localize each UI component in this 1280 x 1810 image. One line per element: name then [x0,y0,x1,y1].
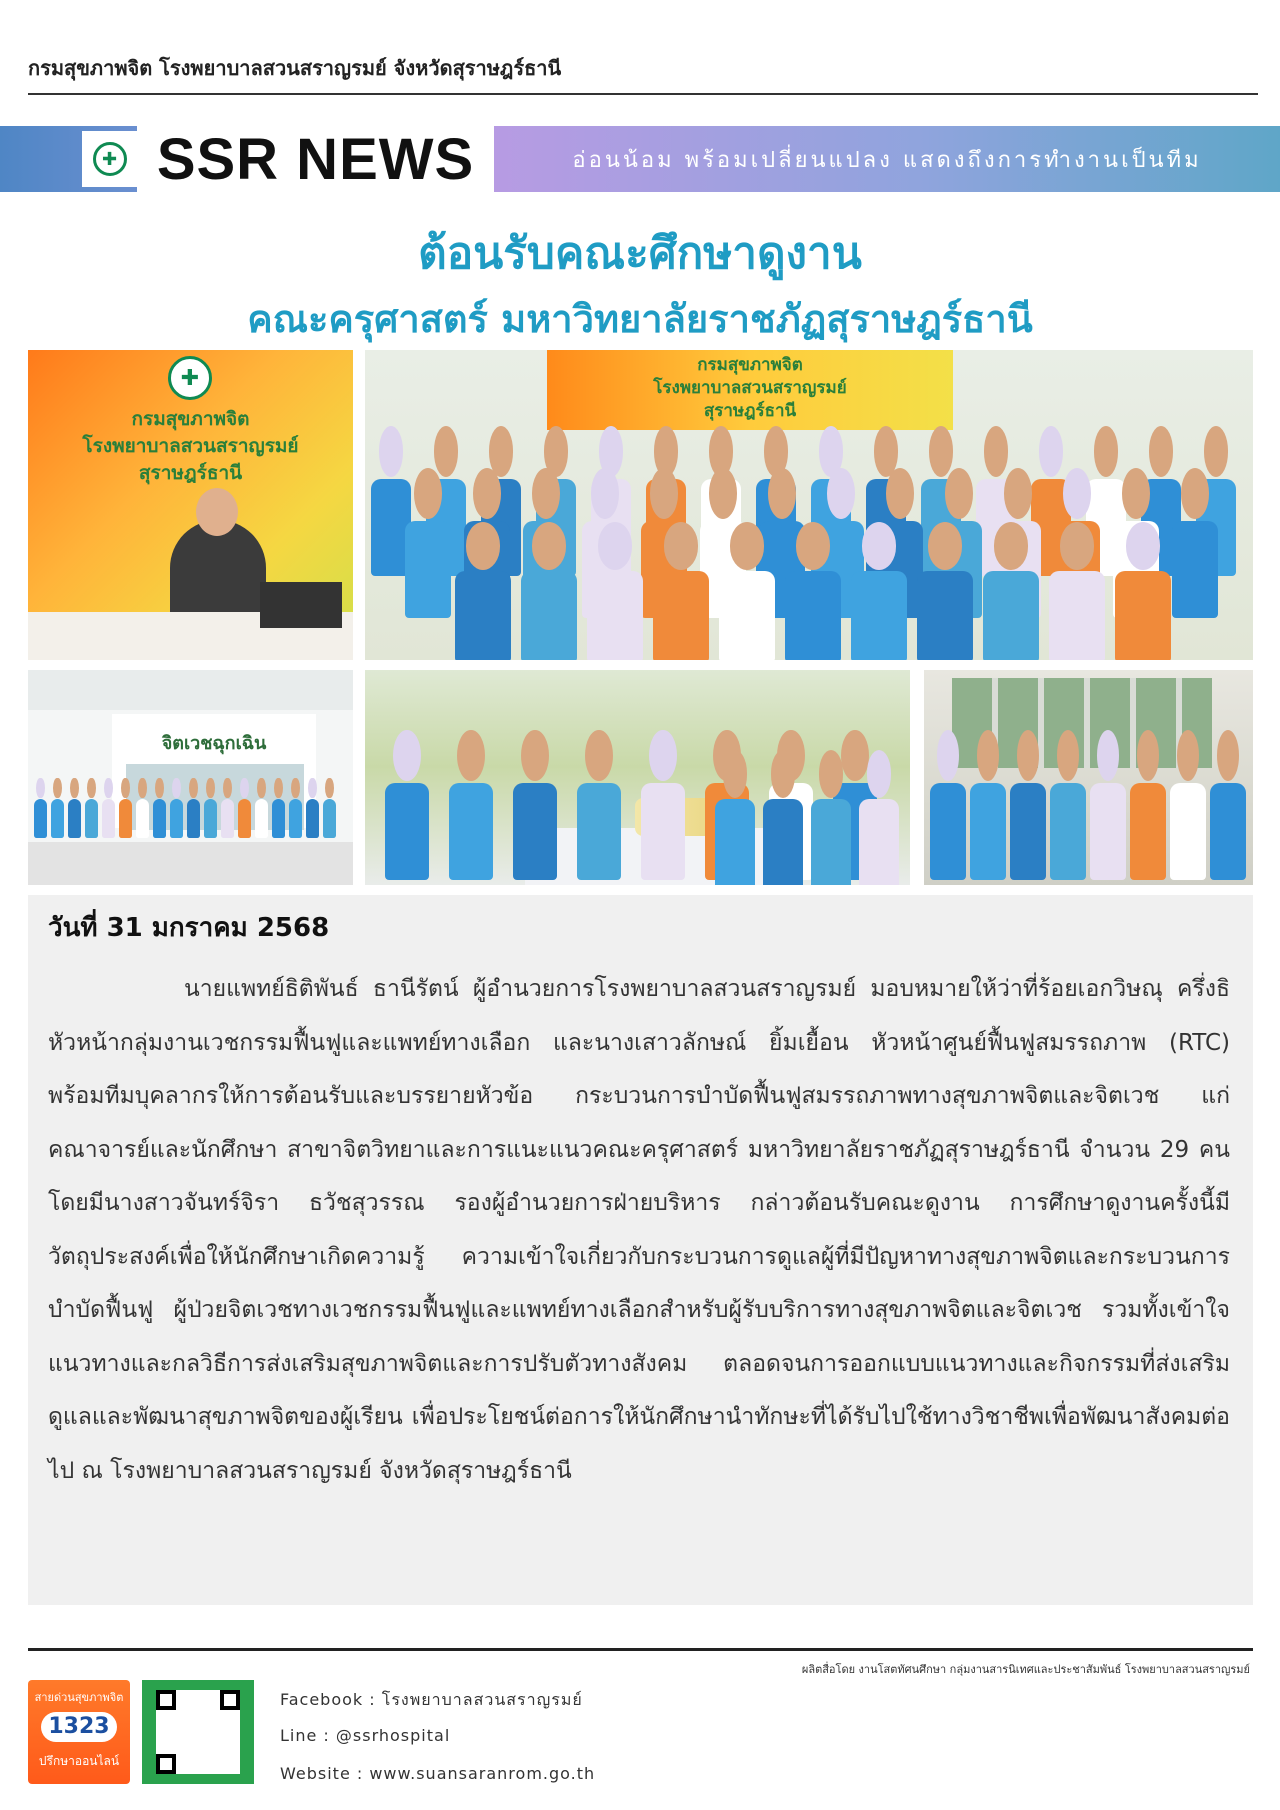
person-head [730,522,765,570]
person-head [1097,730,1119,781]
person-head [862,522,897,570]
person-head [796,522,831,570]
person-figure [405,521,451,619]
person-head [827,468,856,519]
person-head [393,730,420,781]
person-figure [323,799,336,838]
person-head [138,778,146,798]
person-head [308,778,316,798]
person-head [379,426,404,477]
person-head [189,778,197,798]
person-head [928,522,963,570]
person-head [819,750,844,798]
person-figure [1049,571,1105,660]
person-figure [272,799,285,838]
banner-left-block [0,126,137,192]
person-figure [449,783,493,881]
person-figure [1130,783,1166,881]
person-head [70,778,78,798]
person-head [929,426,954,477]
person-head [598,522,633,570]
person-head [937,730,959,781]
photo-visit [924,670,1253,885]
person-figure [983,571,1039,660]
person-head [984,426,1009,477]
person-head [768,468,797,519]
department-header: กรมสุขภาพจิต โรงพยาบาลสวนสราญรมย์ จังหวัดสุราษฎร์ธานี [28,56,562,80]
footer-divider [28,1648,1253,1651]
person-head [841,730,868,781]
person-figure [102,799,115,838]
building-roof [28,670,353,710]
article-body: นายแพทย์ธิติพันธ์ ธานีรัตน์ ผู้อำนวยการโรงพยาบาลสวนสราญรมย์ มอบหมายให้ว่าที่ร้อยเอกวิษณุ ครึ่งธิ หัวหน้ากลุ่มงานเวชกรรมฟื้นฟูและแพทย์ทางเลือก และนางเสาวลักษณ์ ยิ้มเยื้อน หัวหน้าศูนย์ฟื้นฟูสมรรถภาพ (RTC) พร้อมทีมบุคลากรให้การต้อนรับและบรรยายหัวข้อ กระบวนการบำบัดฟื้นฟูสมรรถภาพทางสุขภาพจิตและจิตเวช แก่คณาจารย์และนักศึกษา สาขาจิตวิทยาและการแนะแนวคณะครุศาสตร์ มหาวิทยาลัยราชภัฏสุราษฎร์ธานี จำนวน 29 คน โดยมีนางสาวจันทร์จิรา ธวัชสุวรรณ รองผู้อำนวยการฝ่ายบริหาร กล่าวต้อนรับคณะดูงาน การศึกษาดูงานครั้งนี้มีวัตถุประสงค์เพื่อให้นักศึกษาเกิดความรู้ ความเข้าใจเกี่ยวกับกระบวนการดูแลผู้ที่มีปัญหาทางสุขภาพจิตและกระบวนการ บำบัดฟื้นฟู ผู้ป่วยจิตเวชทางเวชกรรมฟื้นฟูและแพทย์ทางเลือกสำหรับผู้รับบริการทางสุขภาพจิตและจิตเวช รวมทั้งเข้าใจแนวทางและกลวิธีการส่งเสริมสุขภาพจิตและการปรับตัวทางสังคม ตลอดจนการออกแบบแนวทางและกิจกรรมที่ส่งเสริมดูแลและพัฒนาสุขภาพจิตของผู้เรียน เพื่อประโยชน์ต่อการให้นักศึกษานำทักษะที่ได้รับไปใช้ทางวิชาชีพเพื่อพัฒนาสังคมต่อไป ณ โรงพยาบาลสวนสราญรมย์ จังหวัดสุราษฎร์ธานี [48,976,1230,1484]
person-head [1149,426,1174,477]
person-head [532,468,561,519]
person-head [87,778,95,798]
person-figure [1210,783,1246,881]
article-box [28,895,1253,1605]
person-head [1217,730,1239,781]
person-figure [119,799,132,838]
person-figure [34,799,47,838]
person-figure [763,799,803,885]
person-head [257,778,265,798]
contact-facebook: Facebook : โรงพยาบาลสวนสราญรมย์ [280,1690,583,1709]
person-figure [715,799,755,885]
person-head [325,778,333,798]
person-head [466,522,501,570]
person-head [867,750,892,798]
person-head [709,468,738,519]
qr-finder [156,1690,176,1710]
person-figure [306,799,319,838]
person-head [664,522,699,570]
news-banner [0,126,1280,192]
photo-building [28,670,353,885]
qr-code-icon [142,1680,254,1784]
person-figure [51,799,64,838]
person-head [473,468,502,519]
person-head [1063,468,1092,519]
person-head [196,488,238,536]
person-figure [153,799,166,838]
person-head [206,778,214,798]
person-figure [255,799,268,838]
person-figure [653,571,709,660]
person-head [36,778,44,798]
headline-subtitle: คณะครุศาสตร์ มหาวิทยาลัยราชภัฏสุราษฎร์ธานี [247,297,1033,341]
photo-group [365,350,1253,660]
person-head [1181,468,1210,519]
backdrop-sign-line-3: สุราษฎร์ธานี [703,401,797,421]
backdrop-sign [547,354,953,423]
photo-sign [28,406,353,487]
person-head [240,778,248,798]
person-head [1126,522,1161,570]
dmh-logo-icon: ✚ [93,142,127,176]
backdrop-sign-line-1: กรมสุขภาพจิต [697,355,803,375]
hotline-label: สายด่วนสุขภาพจิต [34,1691,124,1704]
banner-slogan: อ่อนน้อม พร้อมเปลี่ยนแปลง แสดงถึงการทำงานเป็นทีม [494,126,1280,192]
person-figure [1090,783,1126,881]
person-head [1177,730,1199,781]
person-figure [455,571,511,660]
hotline-badge [28,1680,130,1784]
photo-director-meeting [28,350,353,660]
person-figure [930,783,966,881]
person-head [1057,730,1079,781]
photo-sign-line-1: กรมสุขภาพจิต [131,408,250,430]
photo-sign-line-2: โรงพยาบาลสวนสราญรมย์ [82,435,299,457]
person-figure [917,571,973,660]
footer-credit: ผลิตสื่อโดย งานโสตทัศนศึกษา กลุ่มงานสารนิเทศและประชาสัมพันธ์ โรงพยาบาลสวนสราญรมย์ [801,1663,1250,1676]
person-figure [187,799,200,838]
person-figure [785,571,841,660]
banner-title: SSR NEWS [137,126,494,192]
person-head [1094,426,1119,477]
person-head [994,522,1029,570]
person-head [945,468,974,519]
person-figure [851,571,907,660]
person-figure [238,799,251,838]
person-figure [970,783,1006,881]
person-head [121,778,129,798]
person-head [155,778,163,798]
person-head [585,730,612,781]
building-floor [28,842,353,885]
person-figure [859,799,899,885]
person-figure [204,799,217,838]
person-figure [221,799,234,838]
person-figure [1010,783,1046,881]
person-figure [521,571,577,660]
person-head [104,778,112,798]
person-figure [513,783,557,881]
dmh-logo-icon: ✚ [168,356,212,400]
hotline-number: 1323 [41,1712,117,1742]
person-head [434,426,459,477]
qr-finder [220,1690,240,1710]
person-figure [1050,783,1086,881]
group-crowd [365,426,1253,660]
person-head [591,468,620,519]
department-logo [82,131,137,187]
person-figure [1172,521,1218,619]
person-figure [136,799,149,838]
contact-line: Line : @ssrhospital [280,1726,451,1745]
person-head [414,468,443,519]
person-head [274,778,282,798]
person-head [1137,730,1159,781]
person-figure [385,783,429,881]
person-head [1039,426,1064,477]
person-head [1122,468,1151,519]
person-figure [68,799,81,838]
contact-website: Website : www.suansaranrom.go.th [280,1764,596,1783]
person-head [1204,426,1229,477]
headline-title: ต้อนรับคณะศึกษาดูงาน [418,228,862,279]
person-head [1060,522,1095,570]
person-head [1017,730,1039,781]
photo-sign-line-3: สุราษฎร์ธานี [138,462,243,484]
header-divider [28,93,1258,95]
person-head [886,468,915,519]
laptop [260,582,342,628]
backdrop-sign-line-2: โรงพยาบาลสวนสราญรมย์ [653,378,847,398]
person-head [457,730,484,781]
person-head [723,750,748,798]
person-head [532,522,567,570]
person-head [53,778,61,798]
person-figure [1170,783,1206,881]
person-head [977,730,999,781]
qr-pattern [156,1690,240,1774]
person-head [771,750,796,798]
person-figure [85,799,98,838]
person-figure [811,799,851,885]
person-head [650,468,679,519]
photo-activity [365,670,910,885]
person-figure [587,571,643,660]
person-head [521,730,548,781]
article-date: วันที่ 31 มกราคม 2568 [48,913,330,943]
person-figure [719,571,775,660]
hotline-sub-label: ปรึกษาออนไลน์ [38,1754,120,1768]
person-figure [170,799,183,838]
person-figure [289,799,302,838]
building-sign: จิตเวชฉุกเฉิน [161,733,267,754]
person-head [1004,468,1033,519]
person-head [223,778,231,798]
person-head [172,778,180,798]
person-head [291,778,299,798]
person-figure [1115,571,1171,660]
person-figure [577,783,621,881]
qr-finder [156,1754,176,1774]
person-head [649,730,676,781]
person-figure [641,783,685,881]
